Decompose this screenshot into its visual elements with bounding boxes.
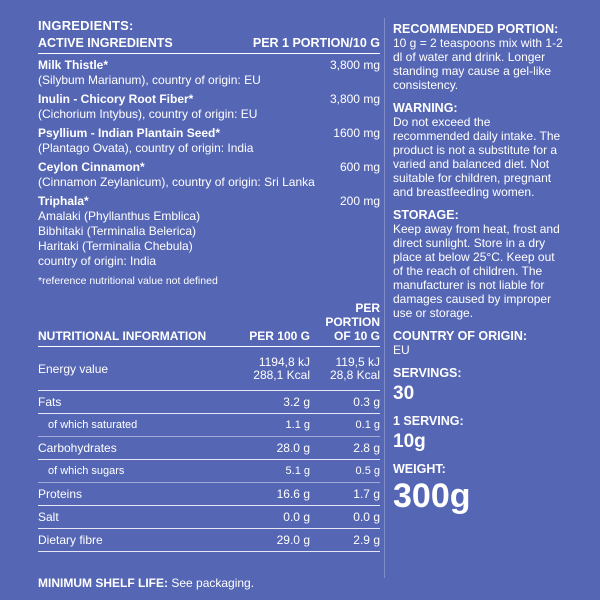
ingredient-amount: 3,800 mg [329,58,380,72]
nutrient-portion: 0.0 g [353,510,380,524]
country-title: COUNTRY OF ORIGIN: [393,329,528,343]
energy-row [38,347,380,391]
recommended-title: RECOMMENDED PORTION: [393,22,559,36]
weight-title: WEIGHT: [393,462,446,476]
ingredient-name: Milk Thistle* [38,58,109,72]
energy-per100 [240,356,310,382]
ingredient-detail: Amalaki (Phyllanthus Emblica) [38,209,201,223]
nutrient-per100: 0.0 g [283,510,310,524]
nutrient-label: of which sugars [48,465,125,477]
ingredient-item [38,126,380,156]
left-column [38,18,380,590]
warning-title: WARNING: [393,101,458,115]
nutrient-portion: 2.8 g [353,441,380,455]
per-100g-header: PER 100 G [249,329,310,343]
serving-size-value: 10g [393,431,426,452]
energy-label: Energy value [38,361,109,376]
ingredient-list [38,58,380,269]
nutrient-portion: 1.7 g [353,487,380,501]
nutrient-portion: 0.5 g [355,465,380,477]
shelf-life [38,576,380,590]
ingredient-heading [38,58,380,73]
nutrient-per100: 16.6 g [276,487,310,501]
country-value: EU [393,343,410,357]
ingredient-heading [38,194,380,209]
nutrition-row [38,529,380,552]
nutrient-label: Proteins [38,487,83,501]
nutrient-portion: 0.3 g [353,395,380,409]
nutrient-label: Fats [38,395,62,409]
ingredient-detail: (Plantago Ovata), country of origin: India [38,141,254,155]
ingredient-heading [38,126,380,141]
nutrient-label: Salt [38,510,59,524]
energy-per100-kj: 1194,8 kJ [258,354,310,369]
per-portion-header: PER PORTION OF 10 G [325,301,380,343]
ingredient-detail: country of origin: India [38,254,157,268]
warning-text: Do not exceed the recommended daily intake. The product is not a substitute for a varied and balanced diet. Not suitable for children, pregnant and breastfeeding women. [393,115,561,199]
nutrient-per100: 29.0 g [276,533,310,547]
nutrition-row [38,483,380,506]
ingredient-detail: (Cichorium Intybus), country of origin: EU [38,107,258,121]
energy-portion-kj: 119,5 kJ [335,354,380,369]
ingredient-name: Psyllium - Indian Plantain Seed* [38,126,221,140]
nutrition-row [38,506,380,529]
nutrition-row [38,460,380,483]
ingredient-name: Triphala* [38,194,89,208]
nutrient-label: Carbohydrates [38,441,117,455]
nutrient-per100: 5.1 g [285,465,310,477]
header-rule [38,53,380,54]
ingredient-heading [38,92,380,107]
nutrition-row [38,391,380,414]
ingredient-name: Ceylon Cinnamon* [38,160,145,174]
ingredient-detail: Haritaki (Terminalia Chebula) [38,239,193,253]
per-portion-label: PER 1 PORTION/10 G [252,36,380,50]
right-column [393,22,563,514]
ingredient-item [38,58,380,88]
nutrient-portion: 2.9 g [353,533,380,547]
active-ingredients-label: ACTIVE INGREDIENTS [38,36,173,50]
ingredients-header [38,36,380,50]
energy-portion [310,356,380,382]
column-divider [384,18,385,578]
nutrition-row [38,437,380,460]
reference-note: *reference nutritional value not defined [38,275,218,287]
shelf-life-label: MINIMUM SHELF LIFE: [38,576,168,590]
nutrition-header [38,301,380,343]
nutrient-per100: 28.0 g [276,441,310,455]
ingredient-amount: 200 mg [339,194,380,208]
ingredients-title: INGREDIENTS: [38,18,134,33]
nutrition-title: NUTRITIONAL INFORMATION [38,329,207,343]
energy-portion-kcal: 28,8 Kcal [329,367,380,382]
ingredient-item [38,92,380,122]
ingredient-amount: 3,800 mg [329,92,380,106]
nutrient-per100: 1.1 g [285,419,310,431]
nutrient-label: of which saturated [48,419,138,431]
nutrition-row [38,414,380,437]
ingredient-item [38,194,380,269]
ingredient-item [38,160,380,190]
ingredient-detail: (Cinnamon Zeylanicum), country of origin: Sri Lanka [38,175,315,189]
weight-value: 300g [393,477,471,515]
storage-title: STORAGE: [393,208,459,222]
servings-value: 30 [393,383,415,404]
nutrition-rows [38,391,380,552]
ingredient-amount: 1600 mg [333,126,380,140]
energy-per100-kcal: 288,1 Kcal [253,367,310,382]
ingredient-amount: 600 mg [339,160,380,174]
ingredient-detail: Bibhitaki (Terminalia Belerica) [38,224,197,238]
servings-title: SERVINGS: [393,366,462,380]
nutrient-per100: 3.2 g [283,395,310,409]
serving-size-title: 1 SERVING: [393,414,464,428]
shelf-life-value: See packaging. [171,576,255,590]
ingredient-detail: (Silybum Marianum), country of origin: EU [38,73,261,87]
storage-text: Keep away from heat, frost and direct sunlight. Store in a dry place at below 25°C. Keep out of the reach of children. The manufacturer is not liable for damages caused by improper use or storage. [393,222,560,320]
nutrient-label: Dietary fibre [38,533,103,547]
ingredient-heading [38,160,380,175]
nutrient-portion: 0.1 g [355,419,380,431]
recommended-text: 10 g = 2 teaspoons mix with 1-2 dl of water and drink. Longer standing may cause a gel-like consistency. [393,36,563,92]
ingredient-name: Inulin - Chicory Root Fiber* [38,92,194,106]
